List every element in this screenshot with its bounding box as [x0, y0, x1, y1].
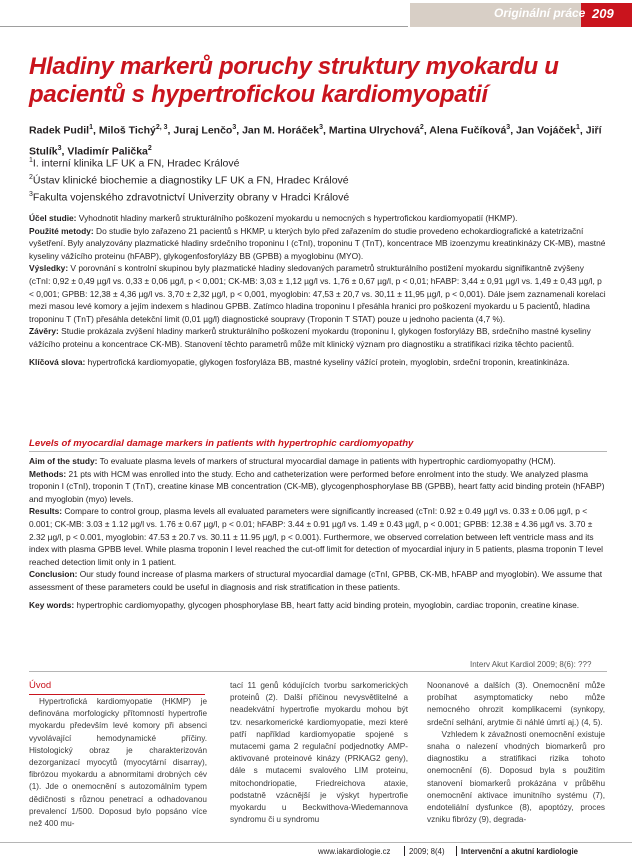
keywords-text: hypertrophic cardiomyopathy, glycogen phosphorylase BB, heart fatty acid binding protein, myoglobin, cardiac troponin, creatine kinase.: [74, 599, 580, 610]
section-heading-uvod: Úvod: [29, 680, 52, 691]
body-column-1: Hypertrofická kardiomyopatie (HKMP) je definována morfologicky přítomností hypertrofie myokardu především levé komory při absenci vyvolávající hemodynamické příčiny. Histologický obraz je charakterizován dezorganizací myocytů (myocytární disarray), fibrózou myokardu a abnormitami drobných cév (1). Jde o onemocnění s autozomálním typem dědičnosti s různou penetrací a odhadovanou prevalencí 1/500. Doposud bylo popsáno více než 400 mu-: [29, 697, 207, 829]
footer-rule: [0, 842, 632, 843]
author-name: Jan M. Horáček: [242, 124, 320, 137]
keywords: [29, 599, 607, 612]
abstract-text: Studie prokázala zvýšení hladiny markerů strukturálního poškození myokardu (troponinu I, glykogen fosforylázy BB, srdečního mastné kyseliny vážícího proteinu a koncentrace CK-MB). Stanovení těchto parametrů může mít klinický význam pro diagnostiku a stratifikaci rizika těchto pacientů.: [29, 326, 591, 349]
keywords-label: Klíčová slova:: [29, 356, 86, 367]
uvod-rule: [29, 694, 205, 695]
affiliation: [29, 174, 609, 187]
author-list: Radek Pudil$^1$, Miloš Tichý$^{2, 3}$, Juraj Lenčo$^3$, Jan M. Horáček$^3$, Martina Ulrychová$^2$, Alena Fučíková$^3$, Jan Vojáček$^1$, Jiří Stulík$^3$, Vladimír Palička$^2$: [29, 124, 602, 157]
affiliation-mark: 3: [29, 191, 33, 198]
abstract-label: Conclusion:: [29, 569, 78, 580]
abstract-text: Compare to control group, plasma levels all evaluated parameters were significantly increased (cTnI: 0.92 ± 0.49 µg/l vs. 0.33 ± 0.06 µg/l, p < 0.001; CK-MB: 3.03 ± 1.12 µg/l vs. 1.76 ± 0.67 µg/l, p < 0.01; hFABP: 3.44 ± 0.91 µg/l vs. 1.49 ± 0.43 µg/l, p < 0.001; GPBB: 12.38 ± 4.36 µg/l vs. 3.70 ± 2.32 µg/l, p < 0.001, myoglobin: 47.53 ± 20.7 vs. 30.11 ± 11.95 µg/l, p < 0.001). Furthermore, we observed correlation between left ventricle mass and its index with plasma GPBB level. While plasma troponin I level reached the cut-off limit for detection of myocardial injury in 5 patients, plasma troponin T level reached detection limit only in 1 patient.: [29, 506, 603, 567]
abstract-paragraph: [29, 455, 607, 468]
footer-url-link[interactable]: www.iakardiologie.cz: [318, 847, 391, 856]
abstract-paragraph: [29, 568, 607, 593]
abstract-label: Results:: [29, 506, 63, 517]
keywords: [29, 356, 607, 369]
keywords-text: hypertrofická kardiomyopatie, glykogen fosforyláza BB, mastné kyseliny vážící protein, myoglobin, srdeční troponin, kreatinkináza.: [85, 356, 570, 367]
author-name: Vladimír Palička: [67, 145, 148, 157]
english-title-rule: [29, 451, 607, 452]
page-number: 209: [592, 6, 614, 21]
abstract-text: Vyhodnotit hladiny markerů strukturálního poškození myokardu u nemocných s hypertrofickou kardiomyopatií (HKMP).: [76, 213, 518, 223]
abstract-paragraph: [29, 468, 607, 506]
author-affiliation-mark: 3: [232, 124, 237, 131]
footer-journal-name: Intervenční a akutní kardiologie: [461, 847, 578, 856]
affiliation-text: Ústav klinické biochemie a diagnostiky LF UK a FN, Hradec Králové: [32, 174, 349, 187]
author-affiliation-mark: 3: [506, 124, 511, 131]
body-column-3: Noonanové a dalších (3). Onemocnění může probíhat asymptomaticky nebo může nemocného ohrozit komplikacemi (synkopy, srdeční selhání, arytmie či náhlé úmrtí aj.) (4, 5). Vzhledem k závažnosti onemocnění existuje snaha o nalezení vhodných biomarkerů pro diagnostiku a stratifikaci rizika tohoto onemocnění (6). Doposud byla s použitím stanovení biomarkerů prokázána v průběhu onemocnění aktivace imunitního systému (7), endoteliální dysfunkce (8), apoptózy, proces vzniku fibrózy (9), degrada-: [427, 681, 605, 825]
abstract-label: Methods:: [29, 468, 67, 479]
affiliation: [29, 157, 609, 170]
author-name: Jan Vojáček: [516, 124, 576, 137]
english-title: Levels of myocardial damage markers in patients with hypertrophic cardiomyopathy: [29, 438, 414, 449]
affiliation-text: I. interní klinika LF UK a FN, Hradec Králové: [32, 157, 240, 170]
body-separator: [29, 671, 607, 672]
author-affiliation-mark: 3: [57, 144, 62, 152]
author-affiliation-mark: 2: [147, 144, 152, 152]
abstract-text: Our study found increase of plasma markers of structural myocardial damage (cTnI, GPBB, CK-MB, hFABP and myoglobin). We assume that assessment of these parameters could be useful in diagnosis and risk stratification in these patients.: [29, 569, 603, 592]
abstract-text: To evaluate plasma levels of markers of structural myocardial damage in patients with hypertrophic cardiomyopathy (HCM).: [97, 456, 556, 466]
footer-issue: 2009; 8(4): [409, 847, 445, 856]
author-name: Jiří Stulík: [29, 124, 602, 157]
affiliation-mark: 2: [29, 174, 33, 181]
journal-reference: Interv Akut Kardiol 2009; 8(6): ???: [470, 660, 592, 669]
abstract-label: Aim of the study:: [29, 456, 98, 466]
author-name: Radek Pudil: [29, 124, 90, 137]
author-name: Miloš Tichý: [98, 124, 156, 137]
author-name: Juraj Lenčo: [173, 124, 233, 137]
author-affiliation-mark: 1: [89, 124, 94, 131]
abstract-text: Do studie bylo zařazeno 21 pacientů s HKMP, u kterých bylo před zařazením do studie provedeno echokardiografické a katetrizační vyšetření. Byly analyzovány plazmatické hladiny srdečního troponinu I (cTnI), troponinu T (TnT), koncentrace MB izoenzymu kreatinkinázy CK-MB), mastné kyseliny vážícího proteinu (hFABP), glykogenfosforylázy BB (GPBB) a myoglobinu (MYO).: [29, 225, 606, 261]
keywords-label: Key words:: [29, 599, 75, 610]
abstract-label: Závěry:: [29, 326, 59, 337]
author-affiliation-mark: 2: [419, 124, 424, 131]
article-title: Hladiny markerů poruchy struktury myokardu u pacientů s hypertrofickou kardiomyopatií: [29, 53, 559, 108]
abstract-czech: [29, 212, 607, 368]
abstract-paragraph: [29, 212, 607, 225]
abstract-paragraph: [29, 225, 607, 263]
abstract-paragraph: [29, 505, 607, 568]
abstract-label: Účel studie:: [29, 213, 77, 223]
author-name: Martina Ulrychová: [328, 124, 420, 137]
affiliation-mark: 1: [29, 157, 33, 164]
author-affiliation-mark: 3: [319, 124, 324, 131]
affiliation-text: Fakulta vojenského zdravotnictví Univerzity obrany v Hradci Králové: [32, 191, 350, 204]
author-affiliation-mark: 2, 3: [155, 124, 168, 131]
abstract-text: V porovnání s kontrolní skupinou byly plazmatické hladiny sledovaných parametrů strukturálního postižení myokardu signifikantně zvýšeny (cTnI: 0,92 ± 0,49 µg/l vs. 0,33 ± 0,06 µg/l, p < 0,001; CK-MB: 3,03 ± 1,12 µg/l vs. 1,76 ± 0,67 µg/l, p < 0,01; hFABP: 3,44 ± 0,91 µg/l vs. 1,49 ± 0,43 µg/l, p < 0,001; GPBB: 12,38 ± 4,36 µg/l vs. 3,70 ± 2,32 µg/l, p < 0,001, myoglobin: 47,53 ± 20,7 vs. 30,11 ± 11,95 µg/l, p < 0,001). Dále jsem zaznamenali korelaci mezi masou levé komory a jejím indexem s hladinou GPBB. Zatímco hladina troponinu I přesáhla hranici pro poškození myokardu u 5 pacientů, hladina troponinu T (TnT) přesáhla detekční limit (0,01 µg/l) diagnostické soupravy (Troponin T STAT) pouze u jednoho pacienta (4,7 %).: [29, 263, 606, 324]
abstract-paragraph: [29, 325, 607, 350]
abstract-english: [29, 455, 607, 611]
footer-divider: [404, 846, 405, 856]
footer-divider: [456, 846, 457, 856]
abstract-paragraph: [29, 262, 607, 325]
abstract-label: Výsledky:: [29, 263, 69, 274]
author-name: Alena Fučíková: [429, 124, 507, 137]
header-rule: [0, 26, 408, 27]
affiliation: [29, 191, 609, 204]
section-label: Originální práce: [494, 6, 586, 20]
abstract-label: Použité metody:: [29, 225, 94, 236]
author-affiliation-mark: 1: [575, 124, 580, 131]
abstract-text: 21 pts with HCM was enrolled into the study. Echo and catheterization were performed before enrolment into the study. We analyzed plasma troponin I (cTnI), troponin T (TnT), creatine kinase MB concentration (CK-MB), glycogenphosphorylase BB (GPBB), heart fatty acid binding protein (hFABP) and myoglobin (myo) levels.: [29, 468, 605, 504]
body-column-2: tací 11 genů kódujících tvorbu sarkomerických proteinů (2). Další příčinou nevysvětlitelné a neadekvátní hypertrofie myokardu mohou být tzv. nesarkomerické kardiomyopatie, mezi které patří například kardiomyopatie spojené s mutacemi gama 2 regulační podjednotky AMP-aktivované proteinové kinázy (PRKAG2 geny), dále s mutacemi svalového LIM proteinu, mitochondriopatie, Friedreichova ataxie, podstatně vzácnější je výskyt hypertrofie myokardu u Beckwithova-Wiedemannova syndromu či u syndromu: [230, 681, 408, 825]
